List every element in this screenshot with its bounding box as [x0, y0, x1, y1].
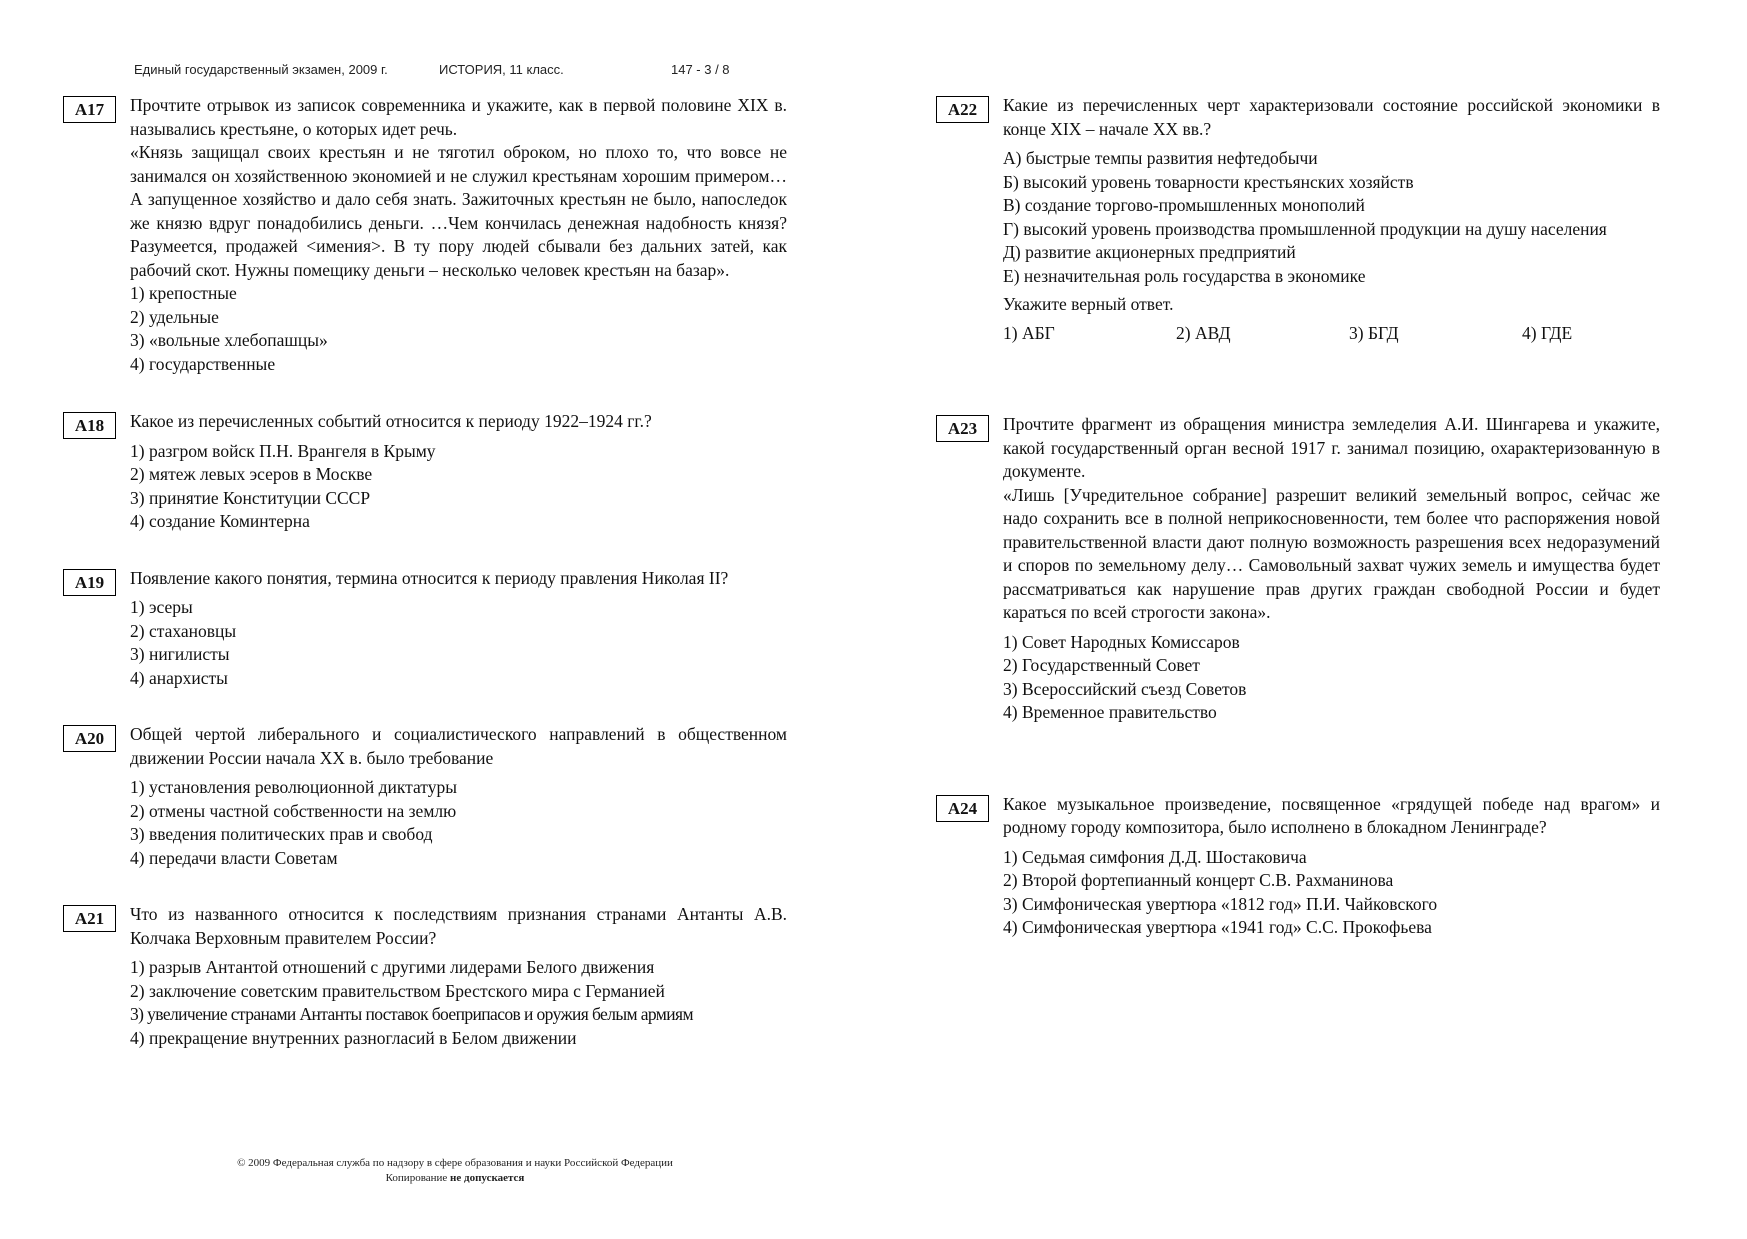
option: 1) установления революционной диктатуры	[130, 777, 457, 797]
option: 3) «вольные хлебопашцы»	[130, 330, 328, 350]
question-label: А21	[63, 905, 116, 932]
option: Б) высокий уровень товарности крестьянских хозяйств	[1003, 171, 1414, 192]
exam-title: Единый государственный экзамен, 2009 г.	[134, 62, 388, 77]
option: 4) передачи власти Советам	[130, 847, 338, 868]
option: Г) высокий уровень производства промышленной продукции на душу населения	[1003, 218, 1607, 239]
question-text	[1003, 413, 1660, 625]
option: 2) Государственный Совет	[1003, 655, 1200, 675]
right-column	[936, 94, 1736, 940]
answer-choice: 3) БГД	[1349, 322, 1399, 343]
question-label: А23	[936, 415, 989, 442]
question-text: Какое из перечисленных событий относится к периоду 1922–1924 гг.?	[130, 411, 652, 431]
options-list	[130, 596, 863, 690]
option: 3) Всероссийский съезд Советов	[1003, 678, 1247, 699]
question-text: Что из названного относится к последствиям признания странами Антанты А.В. Колчака Верховным правителем России?	[130, 904, 787, 948]
question-a18	[63, 410, 863, 534]
answer-choices	[1003, 322, 1736, 346]
answer-choice: 2) АВД	[1176, 322, 1231, 343]
question-a24	[936, 793, 1736, 940]
options-list	[130, 956, 863, 1050]
question-label: А20	[63, 725, 116, 752]
answer-prompt: Укажите верный ответ.	[1003, 294, 1174, 314]
question-label: А17	[63, 96, 116, 123]
options-list	[130, 440, 863, 534]
question-text: Общей чертой либерального и социалистического направлений в общественном движении России начала XX в. было требование	[130, 724, 787, 768]
copy-restriction-bold: не допускается	[450, 1172, 525, 1184]
option: 3) увеличение странами Антанты поставок боеприпасов и оружия белым армиям	[130, 1004, 693, 1024]
option: 1) разгром войск П.Н. Врангеля в Крыму	[130, 440, 436, 461]
options-list	[1003, 147, 1660, 288]
question-text	[130, 94, 787, 282]
option: 2) отмены частной собственности на землю	[130, 800, 457, 821]
question-quote: «Князь защищал своих крестьян и не тяготил оброком, но плохо то, что вовсе не занимался он хозяйственною экономией и не служил крестьянам хорошим примером… А запущенное хозяйство и дало себя знать. Зажиточных крестьян не было, напоследок же князю вдруг понадобились деньги. …Чем кончилась денежная надобность князя? Разумеется, продажей <имения>. В ту пору людей сбывали без дальних затей, как рабочий скот. Нужны помещику деньги – несколько человек крестьян на базар».	[130, 142, 787, 280]
question-label: А24	[936, 795, 989, 822]
option: 3) принятие Конституции СССР	[130, 487, 371, 508]
exam-subject: ИСТОРИЯ, 11 класс.	[439, 62, 564, 77]
left-column	[63, 94, 863, 1050]
options-list	[1003, 846, 1736, 940]
option: 4) анархисты	[130, 667, 228, 688]
question-quote: «Лишь [Учредительное собрание] разрешит великий земельный вопрос, сейчас же надо сохранить все в полной неприкосновенности, тем более что распоряжения новой правительственной власти дают полную возможность разрешения всех недоразумений и споров по земельному делу… Самовольный захват чужих земель и имущества будет рассматриваться как нарушение прав других граждан свободной России и будет караться по всей строгости закона».	[1003, 484, 1660, 622]
option: 3) введения политических прав и свобод	[130, 824, 433, 844]
option: Е) незначительная роль государства в экономике	[1003, 265, 1366, 286]
option: 4) прекращение внутренних разногласий в Белом движении	[130, 1027, 577, 1048]
question-a22	[936, 94, 1736, 345]
option: 2) заключение советским правительством Брестского мира с Германией	[130, 980, 665, 1001]
question-label: А19	[63, 569, 116, 596]
answer-choice: 4) ГДЕ	[1522, 322, 1573, 343]
page-header	[134, 62, 730, 77]
option: 4) Симфоническая увертюра «1941 год» С.С. Прокофьева	[1003, 917, 1432, 937]
option: 1) крепостные	[130, 283, 237, 303]
copy-restriction-prefix: Копирование	[385, 1172, 451, 1184]
question-label: А22	[936, 96, 989, 123]
option: 4) Временное правительство	[1003, 702, 1217, 722]
copy-restriction	[150, 1171, 760, 1186]
question-label: А18	[63, 412, 116, 439]
question-a19	[63, 567, 863, 691]
question-text: Какое музыкальное произведение, посвященное «грядущей победе над врагом» и родному городу композитора, было исполнено в блокадном Ленинграде?	[1003, 793, 1660, 837]
option: 4) государственные	[130, 353, 276, 374]
option: 1) разрыв Антантой отношений с другими лидерами Белого движения	[130, 957, 655, 977]
option: 4) создание Коминтерна	[130, 511, 310, 531]
page-number: 147 - 3 / 8	[671, 62, 730, 77]
page-footer	[150, 1156, 760, 1186]
option: 1) эсеры	[130, 597, 193, 617]
options-list	[130, 776, 863, 870]
question-prompt: Прочтите фрагмент из обращения министра земледелия А.И. Шингарева и укажите, какой государственный орган весной 1917 г. занимал позицию, охарактеризованную в документе.	[1003, 414, 1660, 481]
option: Д) развитие акционерных предприятий	[1003, 242, 1296, 262]
options-list	[1003, 631, 1736, 725]
options-list	[130, 282, 863, 376]
option: 2) удельные	[130, 306, 219, 327]
option: 1) Совет Народных Комиссаров	[1003, 631, 1240, 652]
option: 1) Седьмая симфония Д.Д. Шостаковича	[1003, 846, 1307, 867]
option: 2) стахановцы	[130, 620, 237, 641]
question-text: Появление какого понятия, термина относится к периоду правления Николая II?	[130, 567, 729, 588]
question-text: Какие из перечисленных черт характеризовали состояние российской экономики в конце XIX – начале XX вв.?	[1003, 95, 1660, 139]
option: А) быстрые темпы развития нефтедобычи	[1003, 148, 1318, 168]
question-prompt: Прочтите отрывок из записок современника и укажите, как в первой половине XIX в. назывались крестьяне, о которых идет речь.	[130, 95, 787, 139]
question-a20	[63, 723, 863, 870]
option: 2) мятеж левых эсеров в Москве	[130, 464, 373, 484]
option: 3) нигилисты	[130, 644, 230, 664]
question-a17	[63, 94, 863, 376]
option: 2) Второй фортепианный концерт С.В. Рахманинова	[1003, 870, 1394, 890]
option: 3) Симфоническая увертюра «1812 год» П.И. Чайковского	[1003, 893, 1438, 914]
option: В) создание торгово-промышленных монополий	[1003, 195, 1365, 215]
question-a21	[63, 903, 863, 1050]
question-a23	[936, 413, 1736, 725]
answer-choice: 1) АБГ	[1003, 322, 1055, 343]
copyright-line: © 2009 Федеральная служба по надзору в сфере образования и науки Российской Федерации	[237, 1157, 673, 1169]
